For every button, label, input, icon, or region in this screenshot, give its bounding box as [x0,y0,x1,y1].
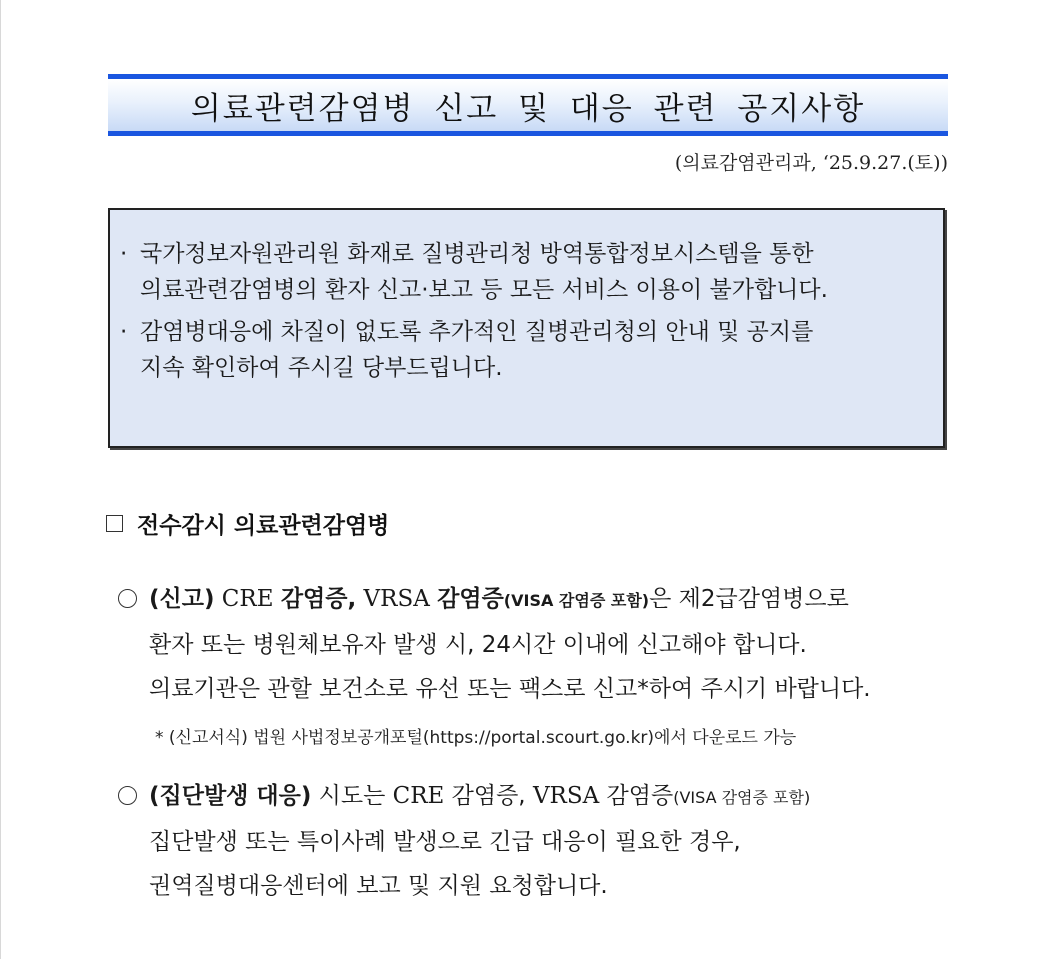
report-rest: 은 제2급감염병으로 [649,586,849,612]
page-left-border [0,0,1,959]
report-line-2: 환자 또는 병원체보유자 발생 시, 24시간 이내에 신고해야 합니다. [149,632,807,658]
outbreak-block [118,774,948,908]
bullet-dot: · [120,241,128,267]
department-date: (의료감염관리과, ‘25.9.27.(토)) [674,152,948,174]
outbreak-text: 시도는 [318,783,386,809]
notice-line: 지속 확인하여 주시길 당부드립니다. [140,355,503,381]
notice-line: 감염병대응에 차질이 없도록 추가적인 질병관리청의 안내 및 공지를 [140,319,814,345]
page-title: 의료관련감염병 신고 및 대응 관련 공지사항 [190,90,866,127]
notice-item [118,314,935,386]
infection-text: 감염증 [437,586,504,612]
notice-line: 국가정보자원관리원 화재로 질병관리청 방역통합정보시스템을 통한 [140,241,814,267]
report-footnote: * (신고서식) 법원 사법정보공개포털(https://portal.scourt.go.kr)에서 다운로드 가능 [155,728,797,748]
report-block [118,577,948,753]
cre-text: CRE [221,586,274,612]
cre-text: CRE [392,783,445,809]
visa-note: (VISA 감염증 포함) [673,788,811,807]
title-banner [108,74,948,136]
report-line-3: 의료기관은 관할 보건소로 유선 또는 팩스로 신고*하여 주시기 바랍니다. [149,676,871,702]
checkbox-square-icon [106,515,123,532]
notice-line: 의료관련감염병의 환자 신고·보고 등 모든 서비스 이용이 불가합니다. [140,277,828,303]
outbreak-label: (집단발생 대응) [149,783,312,809]
notice-item [118,236,935,308]
infection-text: 감염증, [451,783,526,809]
infection-text: 감염증, [280,586,357,612]
visa-note: (VISA 감염증 포함) [503,591,650,610]
vrsa-text: VRSA [532,783,600,809]
section-heading [106,507,389,540]
outbreak-line-3: 권역질병대응센터에 보고 및 지원 요청합니다. [149,873,608,899]
notice-box [108,208,945,448]
report-label: (신고) [149,586,215,612]
outbreak-line-2: 집단발생 또는 특이사례 발생으로 긴급 대응이 필요한 경우, [149,829,741,855]
circle-bullet-icon [118,786,137,805]
vrsa-text: VRSA [363,586,430,612]
bullet-dot: · [120,319,128,345]
report-line-1 [118,577,948,623]
circle-bullet-icon [118,589,137,608]
section-title: 전수감시 의료관련감염병 [137,513,390,539]
infection-text: 감염증 [606,783,674,809]
outbreak-line-1 [118,774,948,820]
